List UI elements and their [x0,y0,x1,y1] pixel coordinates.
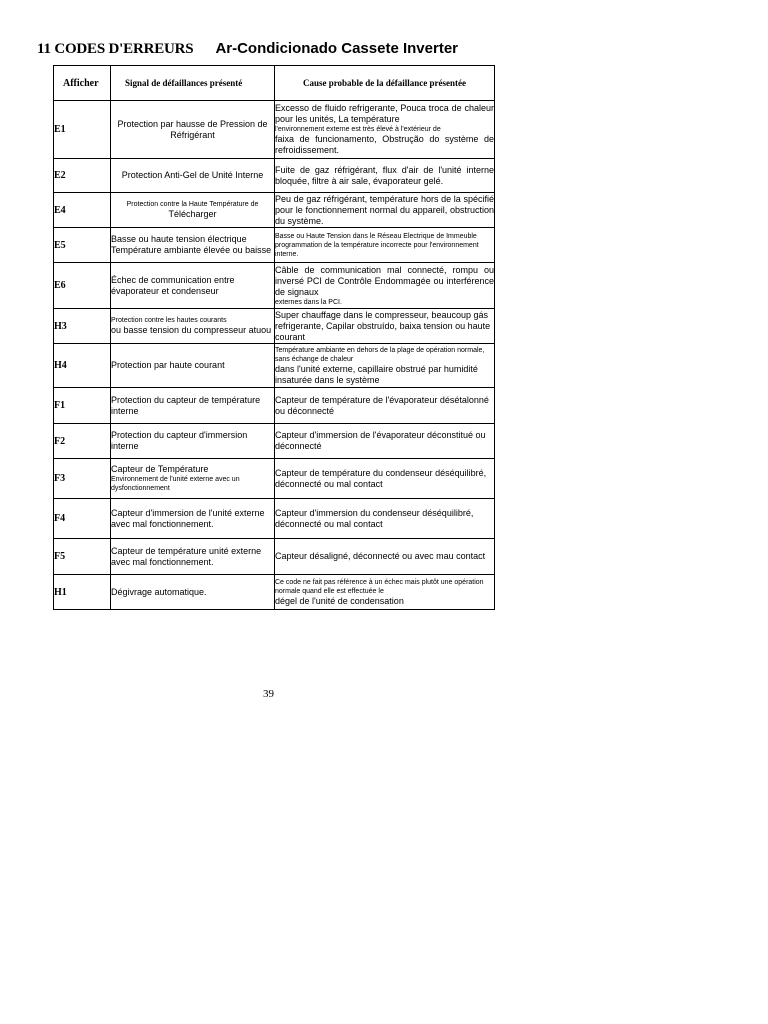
table-row [54,575,495,610]
failure-signal-text: ou basse tension du compresseur atuou [111,325,272,335]
error-code: E2 [54,159,111,193]
probable-cause-text: Peu de gaz réfrigérant, température hors de la spécifié pour le fonctionnement normal du appareil, obstruction du système. [275,193,494,226]
table-row [54,388,495,424]
table-row [54,159,495,193]
header-cause: Cause probable de la défaillance présentée [275,66,495,101]
failure-signal-text: Échec de communication entre évaporateur et condenseur [111,274,235,296]
failure-signal-small: Environnement de l'unité externe avec un dysfonctionnement [111,476,240,492]
failure-signal [111,193,275,228]
probable-cause [275,309,495,344]
error-code: F2 [54,424,111,459]
probable-cause-small: Basse ou Haute Tension dans le Réseau Electrique de Immeuble programmation de la température incorrecte pour l'environnement interne. [275,232,479,258]
failure-signal [111,575,275,610]
probable-cause-text: Capteur d'immersion du condenseur déséquilibré, déconnecté ou mal contact [275,507,474,529]
failure-signal [111,228,275,263]
failure-signal-text: Télécharger [168,209,217,219]
probable-cause [275,459,495,499]
probable-cause-text: Super chauffage dans le compresseur, beaucoup gás refrigerante, Capilar obstruído, baixa tension ou haute courant [275,309,491,342]
error-code: E4 [54,193,111,228]
probable-cause [275,263,495,309]
failure-signal [111,309,275,344]
table-row [54,228,495,263]
probable-cause-text: dégel de l'unité de condensation [275,595,404,606]
probable-cause [275,424,495,459]
error-codes-table [53,65,495,610]
failure-signal [111,101,275,159]
failure-signal [111,344,275,388]
failure-signal [111,388,275,424]
probable-cause [275,575,495,610]
failure-signal-text: Capteur d'immersion de l'unité externe avec mal fonctionnement. [111,507,265,529]
probable-cause [275,344,495,388]
failure-signal-text: Capteur de Température [111,464,209,474]
header-code: Afficher [54,66,111,101]
page-number: 39 [263,688,274,700]
table-row [54,263,495,309]
failure-signal-text: Protection du capteur d'immersion interne [111,430,248,451]
probable-cause-text: Câble de communication mal connecté, rompu ou inversé PCI de Contrôle Endommagée ou interférence de signaux [275,264,494,297]
probable-cause [275,499,495,539]
failure-signal-text: Capteur de température unité externe avec mal fonctionnement. [111,545,262,567]
failure-signal-small: Protection contre les hautes courants [111,317,227,324]
failure-signal-small: Protection contre la Haute Température de [126,201,259,208]
table-row [54,424,495,459]
failure-signal-text: Protection Anti-Gel de Unité Interne [121,170,264,180]
error-code: F3 [54,459,111,499]
table-row [54,539,495,575]
probable-cause-small: Ce code ne fait pas référence à un échec mais plutôt une opération normale quand elle est effectuée le [275,578,484,595]
table-row [54,459,495,499]
failure-signal-text: Dégivrage automatique. [111,586,207,597]
probable-cause [275,539,495,575]
probable-cause-small: l'environnement externe est très élevé à l'extérieur de [275,126,441,133]
error-code: H1 [54,575,111,610]
probable-cause-text: Capteur de température de l'évaporateur désétalonné ou déconnecté [275,394,489,416]
probable-cause-text: Excesso de fluido refrigerante, Pouca troca de chaleur pour les unités, La température [275,103,494,124]
error-code: E5 [54,228,111,263]
error-code: H4 [54,344,111,388]
table-row [54,193,495,228]
failure-signal-text: Protection du capteur de température interne [111,394,261,416]
probable-cause-small: externes dans la PCI. [275,298,342,306]
error-code: F5 [54,539,111,575]
failure-signal [111,459,275,499]
failure-signal-text: Protection par haute courant [111,360,225,370]
probable-cause [275,193,495,228]
probable-cause-text: Capteur de température du condenseur déséquilibré, déconnecté ou mal contact [275,467,487,489]
error-code: H3 [54,309,111,344]
table-row [54,101,495,159]
probable-cause-text: Capteur désaligné, déconnecté ou avec mau contact [275,551,486,561]
failure-signal-text: Basse ou haute tension électrique Température ambiante élevée ou baisse [111,234,272,255]
probable-cause [275,159,495,193]
table-header-row [54,66,495,101]
failure-signal [111,159,275,193]
page-heading [37,40,458,58]
failure-signal [111,499,275,539]
error-code: E6 [54,263,111,309]
failure-signal [111,424,275,459]
probable-cause-text: Capteur d'immersion de l'évaporateur déconstitué ou déconnecté [275,430,486,451]
error-code: F1 [54,388,111,424]
section-title: 11 CODES D'ERREURS [37,41,194,57]
probable-cause [275,101,495,159]
probable-cause-text: dans l'unité externe, capillaire obstrué par humidité insaturée dans le système [275,363,478,385]
table-row [54,309,495,344]
error-code: F4 [54,499,111,539]
probable-cause [275,228,495,263]
probable-cause-text: Fuite de gaz réfrigérant, flux d'air de l'unité interne bloquée, filtre à air sale, évaporateur gelé. [275,164,494,186]
probable-cause-tail: faixa de funcionamento, Obstrução do système de refroidissement. [275,134,494,155]
failure-signal-text: Protection par hausse de Pression de Réfrigérant [117,118,268,140]
failure-signal [111,539,275,575]
table-row [54,344,495,388]
header-signal: Signal de défaillances présenté [111,66,275,101]
table-row [54,499,495,539]
probable-cause [275,388,495,424]
product-title: Ar-Condicionado Cassete Inverter [215,40,458,57]
error-code: E1 [54,101,111,159]
failure-signal [111,263,275,309]
probable-cause-small: Température ambiante en dehors de la plage de opération normale, sans échange de chaleur [275,346,485,363]
